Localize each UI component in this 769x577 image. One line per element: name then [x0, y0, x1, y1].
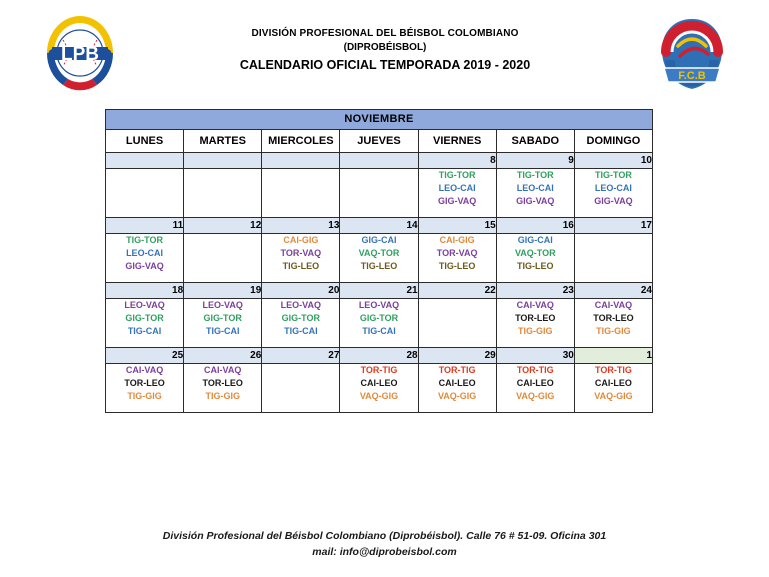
calendar-day-number[interactable]: 20	[262, 283, 340, 299]
calendar-day-number[interactable]: 13	[262, 218, 340, 234]
calendar-day-number[interactable]: 17	[574, 218, 652, 234]
calendar-day-number[interactable]: 25	[106, 348, 184, 364]
calendar-day-cell[interactable]	[184, 364, 262, 413]
game-matchup: VAQ-TOR	[514, 248, 556, 258]
calendar-day-number[interactable]: 14	[340, 218, 418, 234]
title-line-3: CALENDARIO OFICIAL TEMPORADA 2019 - 2020	[239, 58, 531, 72]
game-matchup: TIG-GIG	[205, 391, 240, 401]
calendar-day-number[interactable]: 1	[574, 348, 652, 364]
game-matchup: TIG-GIG	[518, 326, 553, 336]
calendar-day-number[interactable]: 8	[418, 153, 496, 169]
calendar-weekday-martes: MARTES	[184, 130, 262, 153]
calendar-day-cell[interactable]	[262, 234, 340, 283]
calendar-games-row	[106, 364, 653, 413]
game-matchup: CAI-LEO	[516, 378, 554, 388]
game-matchup: TOR-LEO	[202, 378, 243, 388]
game-matchup: LEO-VAQ	[280, 300, 322, 310]
page-title	[180, 27, 590, 74]
game-matchup: LEO-VAQ	[358, 300, 400, 310]
calendar-day-cell[interactable]	[340, 364, 418, 413]
calendar-day-number[interactable]	[340, 153, 418, 169]
game-matchup: LEO-CAI	[594, 183, 632, 193]
calendar-day-cell[interactable]	[106, 234, 184, 283]
calendar-day-cell[interactable]	[184, 234, 262, 283]
calendar-month-title: NOVIEMBRE	[106, 110, 653, 130]
calendar-games-row	[106, 299, 653, 348]
calendar-day-number[interactable]: 28	[340, 348, 418, 364]
calendar-weekday-miercoles: MIERCOLES	[262, 130, 340, 153]
game-matchup: VAQ-GIG	[516, 391, 555, 401]
page-footer	[0, 528, 769, 560]
game-matchup: TIG-TOR	[516, 170, 554, 180]
calendar-day-cell[interactable]	[262, 169, 340, 218]
calendar-day-cell[interactable]	[496, 234, 574, 283]
game-matchup: CAI-LEO	[438, 378, 476, 388]
calendar-day-cell[interactable]	[184, 299, 262, 348]
fcb-logo	[652, 12, 732, 96]
calendar-day-number[interactable]: 10	[574, 153, 652, 169]
game-matchup: TIG-LEO	[517, 261, 554, 271]
game-matchup: TIG-CAI	[205, 326, 240, 336]
game-matchup: GIG-VAQ	[437, 196, 477, 206]
game-matchup: CAI-LEO	[360, 378, 398, 388]
calendar-day-number[interactable]	[262, 153, 340, 169]
calendar-day-cell[interactable]	[340, 169, 418, 218]
game-matchup: GIG-CAI	[361, 235, 397, 245]
calendar-day-cell[interactable]	[496, 299, 574, 348]
calendar-day-number[interactable]: 12	[184, 218, 262, 234]
calendar-daynum-row	[106, 283, 653, 299]
lpb-logo-text: LPB	[61, 44, 99, 65]
calendar-day-number[interactable]: 30	[496, 348, 574, 364]
game-matchup: CAI-LEO	[594, 378, 632, 388]
calendar-day-cell[interactable]	[262, 299, 340, 348]
game-matchup: GIG-TOR	[125, 313, 164, 323]
calendar-day-cell[interactable]	[418, 169, 496, 218]
calendar-day-number[interactable]: 22	[418, 283, 496, 299]
calendar-day-cell[interactable]	[574, 234, 652, 283]
calendar-day-number[interactable]: 23	[496, 283, 574, 299]
game-matchup: TIG-TOR	[438, 170, 476, 180]
game-matchup: VAQ-GIG	[359, 391, 399, 401]
calendar-daynum-row	[106, 153, 653, 169]
game-matchup: VAQ-GIG	[594, 391, 633, 401]
calendar-day-number[interactable]: 29	[418, 348, 496, 364]
game-matchup: LEO-CAI	[438, 183, 476, 193]
game-matchup: CAI-VAQ	[516, 300, 554, 310]
calendar-day-number[interactable]: 18	[106, 283, 184, 299]
game-matchup: TOR-TIG	[438, 365, 476, 375]
calendar-day-number[interactable]: 27	[262, 348, 340, 364]
game-matchup: LEO-CAI	[516, 183, 554, 193]
game-matchup: GIG-TOR	[203, 313, 242, 323]
game-matchup: LEO-CAI	[126, 248, 164, 258]
game-matchup: TOR-TIG	[595, 365, 632, 375]
calendar-day-cell[interactable]	[106, 169, 184, 218]
calendar-day-number[interactable]: 9	[496, 153, 574, 169]
game-matchup: TIG-CAI	[127, 326, 162, 336]
title-line-1: DIVISIÓN PROFESIONAL DEL BÉISBOL COLOMBIANO	[251, 28, 519, 39]
title-line-2: (DIPROBÉISBOL)	[343, 42, 427, 53]
game-matchup: TIG-TOR	[126, 235, 163, 245]
game-matchup: CAI-VAQ	[594, 300, 633, 310]
calendar-day-cell[interactable]	[106, 364, 184, 413]
footer-email: mail: info@diprobeisbol.com	[312, 546, 457, 558]
calendar-day-cell[interactable]	[574, 299, 652, 348]
calendar-day-cell[interactable]	[418, 234, 496, 283]
game-matchup: VAQ-GIG	[437, 391, 477, 401]
game-matchup: GIG-VAQ	[125, 261, 164, 271]
calendar-games-row	[106, 169, 653, 218]
calendar-day-number[interactable]: 11	[106, 218, 184, 234]
calendar-day-cell[interactable]	[418, 299, 496, 348]
calendar-day-cell[interactable]	[340, 299, 418, 348]
game-matchup: TOR-TIG	[516, 365, 554, 375]
calendar-day-number[interactable]: 19	[184, 283, 262, 299]
calendar-day-number[interactable]: 24	[574, 283, 652, 299]
calendar-daynum-row	[106, 218, 653, 234]
calendar-day-cell[interactable]	[574, 364, 652, 413]
game-matchup: TIG-LEO	[360, 261, 398, 271]
game-matchup: TOR-TIG	[360, 365, 398, 375]
calendar-table	[105, 109, 653, 413]
calendar-weekday-row	[106, 130, 653, 153]
game-matchup: TIG-CAI	[284, 326, 318, 336]
game-matchup: TOR-LEO	[515, 313, 556, 323]
fcb-logo-text: F.C.B	[678, 70, 706, 82]
calendar-games-row	[106, 234, 653, 283]
game-matchup: LEO-VAQ	[202, 300, 243, 310]
game-matchup: GIG-TOR	[359, 313, 399, 323]
calendar	[105, 109, 653, 413]
calendar-weekday-jueves: JUEVES	[340, 130, 418, 153]
game-matchup: TIG-LEO	[282, 261, 320, 271]
calendar-weekday-domingo: DOMINGO	[574, 130, 652, 153]
calendar-weekday-viernes: VIERNES	[418, 130, 496, 153]
game-matchup: VAQ-TOR	[358, 248, 400, 258]
page-header	[0, 0, 769, 100]
game-matchup: GIG-TOR	[281, 313, 321, 323]
game-matchup: TIG-CAI	[362, 326, 396, 336]
game-matchup: LEO-VAQ	[124, 300, 165, 310]
calendar-day-cell[interactable]	[340, 234, 418, 283]
game-matchup: GIG-VAQ	[516, 196, 555, 206]
footer-address: División Profesional del Béisbol Colombiano (Diprobéisbol). Calle 76 # 51-09. Oficina 301	[162, 530, 607, 542]
calendar-day-cell[interactable]	[496, 364, 574, 413]
game-matchup: TIG-GIG	[596, 326, 631, 336]
calendar-day-number[interactable]	[184, 153, 262, 169]
game-matchup: CAI-VAQ	[204, 365, 242, 375]
calendar-weekday-lunes: LUNES	[106, 130, 184, 153]
game-matchup: GIG-CAI	[517, 235, 553, 245]
calendar-day-cell[interactable]	[418, 364, 496, 413]
calendar-day-cell[interactable]	[574, 169, 652, 218]
calendar-daynum-row	[106, 348, 653, 364]
lpb-logo	[38, 14, 122, 94]
calendar-day-cell[interactable]	[496, 169, 574, 218]
calendar-day-number[interactable]: 26	[184, 348, 262, 364]
calendar-day-number[interactable]: 15	[418, 218, 496, 234]
calendar-weekday-sabado: SABADO	[496, 130, 574, 153]
game-matchup: TOR-LEO	[593, 313, 634, 323]
game-matchup: CAI-GIG	[439, 235, 475, 245]
game-matchup: TIG-GIG	[127, 391, 162, 401]
game-matchup: TOR-VAQ	[436, 248, 478, 258]
calendar-day-cell[interactable]	[106, 299, 184, 348]
game-matchup: GIG-VAQ	[594, 196, 633, 206]
game-matchup: CAI-GIG	[283, 235, 319, 245]
game-matchup: TOR-VAQ	[280, 248, 322, 258]
game-matchup: TIG-TOR	[595, 170, 632, 180]
calendar-day-number[interactable]: 21	[340, 283, 418, 299]
game-matchup: TIG-LEO	[438, 261, 476, 271]
calendar-month-row	[106, 110, 653, 130]
game-matchup: CAI-VAQ	[125, 365, 164, 375]
calendar-day-cell[interactable]	[262, 364, 340, 413]
calendar-day-number[interactable]: 16	[496, 218, 574, 234]
game-matchup: TOR-LEO	[124, 378, 165, 388]
calendar-day-cell[interactable]	[184, 169, 262, 218]
calendar-day-number[interactable]	[106, 153, 184, 169]
